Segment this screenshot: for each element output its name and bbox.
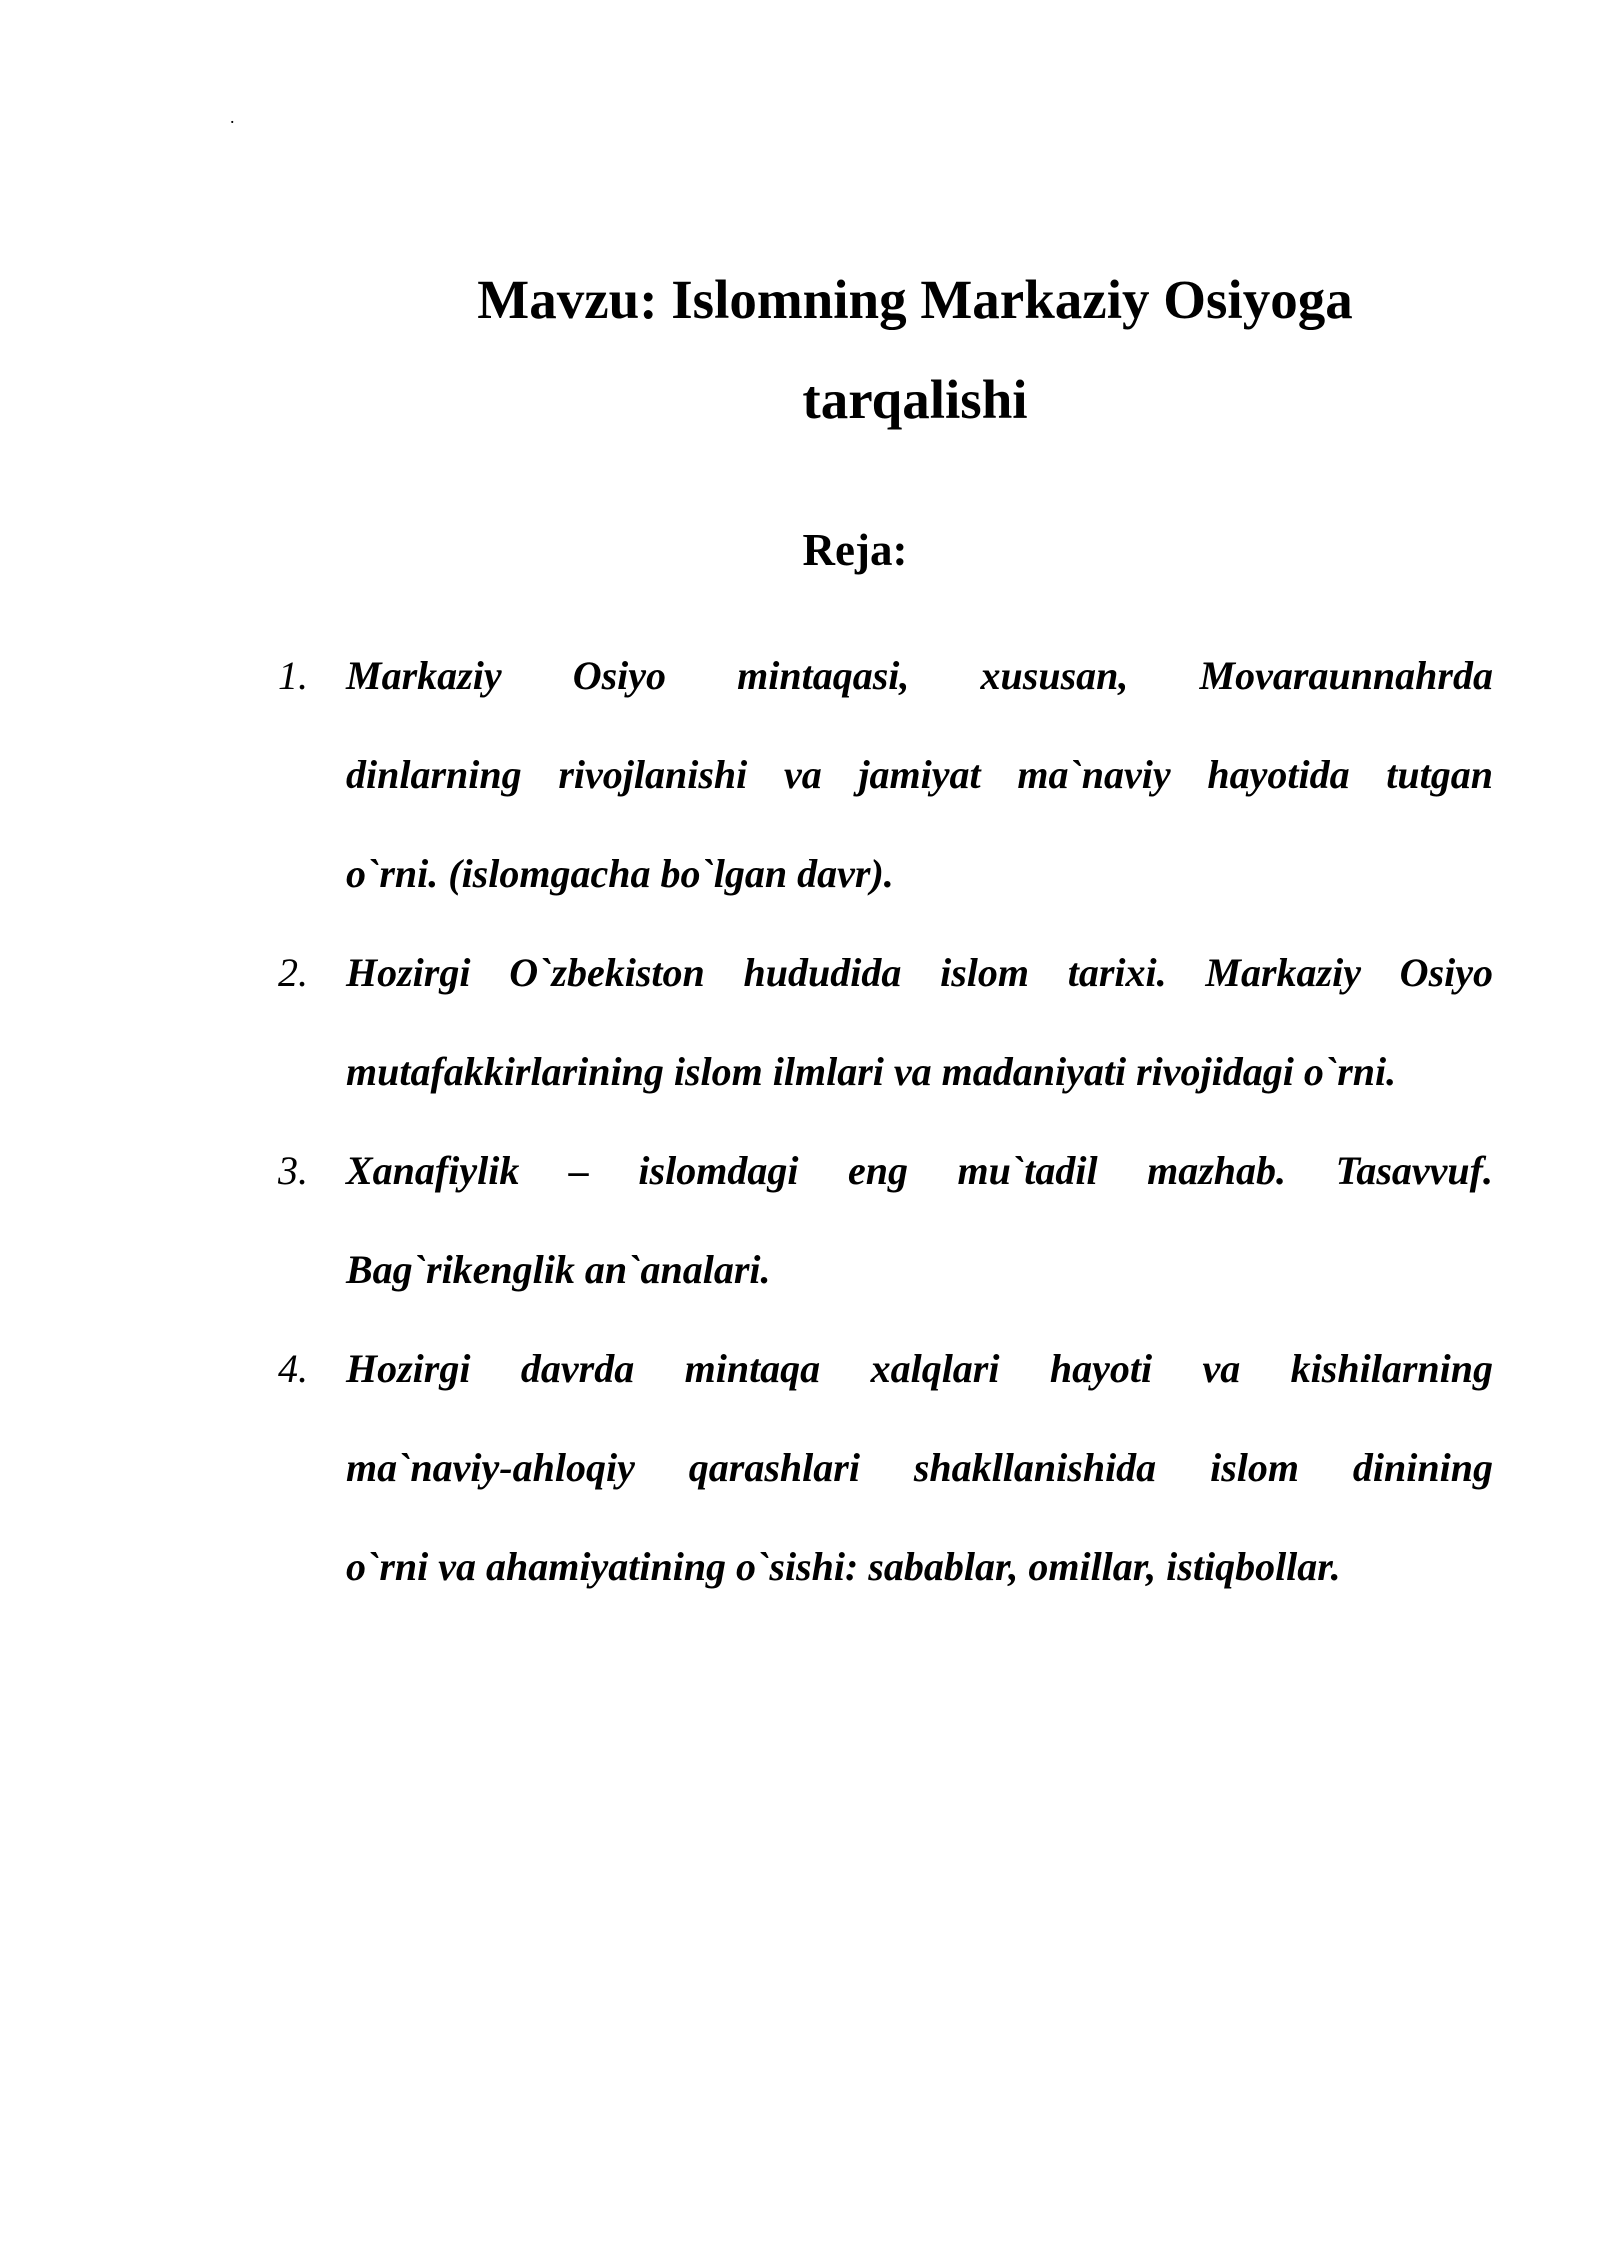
plan-item-number: 2. [278, 950, 308, 995]
plan-item-line: Hozirgi davrda mintaqa xalqlari hayoti va kishilarning [346, 1346, 1493, 1391]
plan-item-line: Bag`rikenglik an`analari. [346, 1247, 771, 1292]
plan-item-line: dinlarning rivojlanishi va jamiyat ma`naviy hayotida tutgan [346, 752, 1493, 797]
plan-item-number: 4. [278, 1346, 308, 1391]
plan-item-line: o`rni. (islomgacha bo`lgan davr). [346, 851, 894, 896]
plan-item-number: 1. [278, 653, 308, 698]
plan-item-line: ma`naviy-ahloqiy qarashlari shakllanishida islom dinining [346, 1445, 1493, 1490]
plan-item-line: Hozirgi O`zbekiston hududida islom tarixi. Markaziy Osiyo [346, 950, 1493, 995]
title-line-1: Mavzu: Islomning Markaziy Osiyoga [477, 269, 1353, 330]
plan-item-number: 3. [278, 1148, 308, 1193]
plan-item-2 [278, 923, 1493, 1121]
plan-item-1 [278, 626, 1493, 923]
corner-mark: . [230, 107, 235, 127]
plan-item-line: mutafakkirlarining islom ilmlari va madaniyati rivojidagi o`rni. [346, 1049, 1397, 1094]
title-line-2: tarqalishi [802, 369, 1028, 430]
plan-item-line: Markaziy Osiyo mintaqasi, xususan, Movaraunnahrda [346, 653, 1493, 698]
document-title [340, 250, 1490, 450]
plan-list [278, 626, 1493, 1616]
plan-item-line: o`rni va ahamiyatining o`sishi: sabablar, omillar, istiqbollar. [346, 1544, 1341, 1589]
plan-heading: Reja: [802, 525, 908, 575]
plan-item-line: Xanafiylik – islomdagi eng mu`tadil mazhab. Tasavvuf. [346, 1148, 1493, 1193]
plan-item-3 [278, 1121, 1493, 1319]
plan-item-4 [278, 1319, 1493, 1616]
